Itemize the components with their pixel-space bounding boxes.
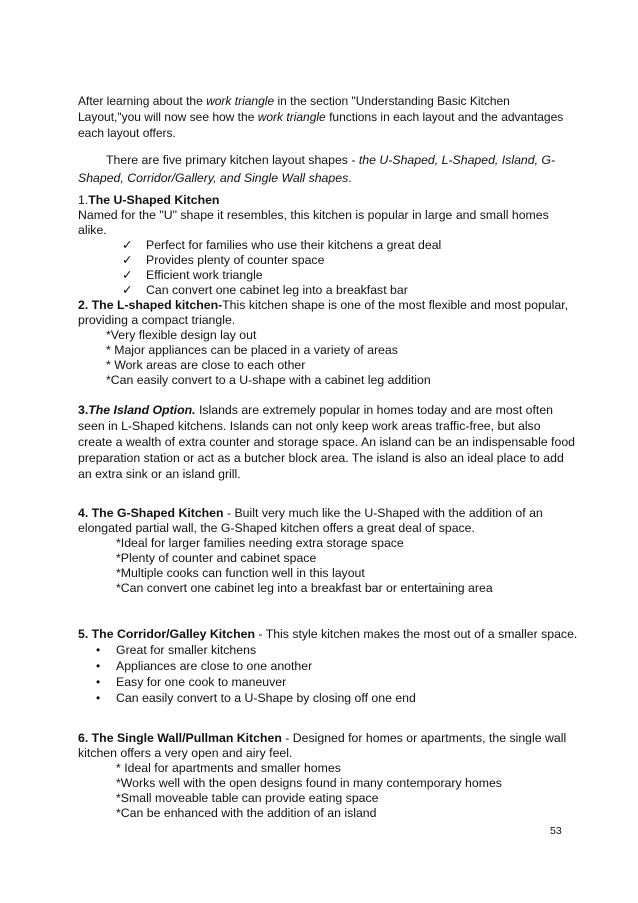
u-shaped-description: Named for the "U" shape it resembles, this kitchen is popular in large and small homes alike. [78,208,549,237]
list-item: ✓ Can convert one cabinet leg into a breakfast bar [122,283,408,297]
page-number: 53 [550,825,562,837]
section-corridor [78,626,578,706]
intro-paragraph [78,93,568,141]
single-wall-list [78,761,578,821]
list-item: ✓ Provides plenty of counter space [122,253,325,267]
bullet-icon: • [96,691,101,705]
list-item: • Appliances are close to one another [96,659,313,673]
l-shaped-heading: 2. The L-shaped kitchen- [78,298,223,312]
corridor-list [78,642,578,706]
section-l-shaped [78,298,578,388]
checkmark-icon: ✓ [122,253,133,267]
checkmark-icon: ✓ [122,268,133,282]
u-shaped-heading: 1.The U-Shaped Kitchen [78,193,220,207]
list-item: *Can easily convert to a U-shape with a cabinet leg addition [106,373,431,387]
l-shaped-paragraph: 2. The L-shaped kitchen-This kitchen shape is one of the most flexible and most popular, providing a compact triangle. [78,298,569,327]
island-heading: The Island Option. [88,403,196,417]
single-wall-heading: 6. The Single Wall/Pullman Kitchen [78,731,282,745]
section-u-shaped [78,193,578,298]
intro-work-triangle-2: work triangle [257,110,326,124]
shapes-period: . [348,171,352,185]
list-item: *Very flexible design lay out [106,328,257,342]
bullet-icon: • [96,643,101,657]
u-shaped-list [78,238,578,298]
list-item: ✓ Perfect for families who use their kitchens a great deal [122,238,442,252]
g-shaped-list [78,536,578,596]
list-item: • Easy for one cook to maneuver [96,675,287,689]
section-island [78,402,578,482]
intro-work-triangle-1: work triangle [206,94,275,108]
checkmark-icon: ✓ [122,283,133,297]
intro-text-e: functions in each layout and the advantages each layout offers. [78,110,564,140]
list-item: *Multiple cooks can function well in this layout [116,566,365,580]
list-item: • Great for smaller kitchens [96,643,257,657]
l-shaped-list [78,328,578,388]
list-item: * Ideal for apartments and smaller homes [116,761,341,775]
g-shaped-paragraph: 4. The G-Shaped Kitchen - Built very much like the U-Shaped with the addition of an elongated partial wall, the G-Shaped kitchen offers a great deal of space. [78,506,543,535]
list-item: • Can easily convert to a U-Shape by closing off one end [96,691,416,705]
list-item: *Can be enhanced with the addition of an island [116,806,377,820]
list-item: *Can convert one cabinet leg into a breakfast bar or entertaining area [116,581,493,595]
single-wall-paragraph: 6. The Single Wall/Pullman Kitchen - Designed for homes or apartments, the single wall kitchen offers a very open and airy feel. [78,731,567,760]
section-single-wall [78,731,578,821]
island-paragraph: 3.The Island Option. Islands are extremely popular in homes today and are most often seen in L-Shaped kitchens. Islands can not only keep work areas traffic-free, but also create a wealth of extra counter and storage space. An island can be an indispensable food preparation station or act as a butcher block area. The island is also an ideal place to add an extra sink or an island grill. [78,403,575,481]
list-item: *Ideal for larger families needing extra storage space [116,536,404,550]
list-item: *Small moveable table can provide eating space [116,791,379,805]
corridor-heading: 5. The Corridor/Galley Kitchen [78,627,255,641]
list-item: * Major appliances can be placed in a variety of areas [106,343,398,357]
shapes-text: There are five primary kitchen layout shapes - [106,153,359,167]
intro-text-c: in the section "Understanding Basic Kitchen Layout,"you will now see how the [78,94,510,124]
shapes-list-italic: the U-Shaped, L-Shaped, Island, G-Shaped, Corridor/Gallery, and Single Wall shapes [78,153,556,185]
list-item: ✓ Efficient work triangle [122,268,263,282]
bullet-icon: • [96,675,101,689]
list-item: *Works well with the open designs found in many contemporary homes [116,776,502,790]
g-shaped-heading: 4. The G-Shaped Kitchen [78,506,224,520]
list-item: *Plenty of counter and cabinet space [116,551,317,565]
section-g-shaped [78,506,578,596]
bullet-icon: • [96,659,101,673]
corridor-paragraph: 5. The Corridor/Galley Kitchen - This style kitchen makes the most out of a smaller space. [78,627,578,641]
checkmark-icon: ✓ [122,238,133,252]
layout-shapes-paragraph [78,151,578,187]
intro-text-a: After learning about the [78,94,207,108]
list-item: * Work areas are close to each other [106,358,306,372]
